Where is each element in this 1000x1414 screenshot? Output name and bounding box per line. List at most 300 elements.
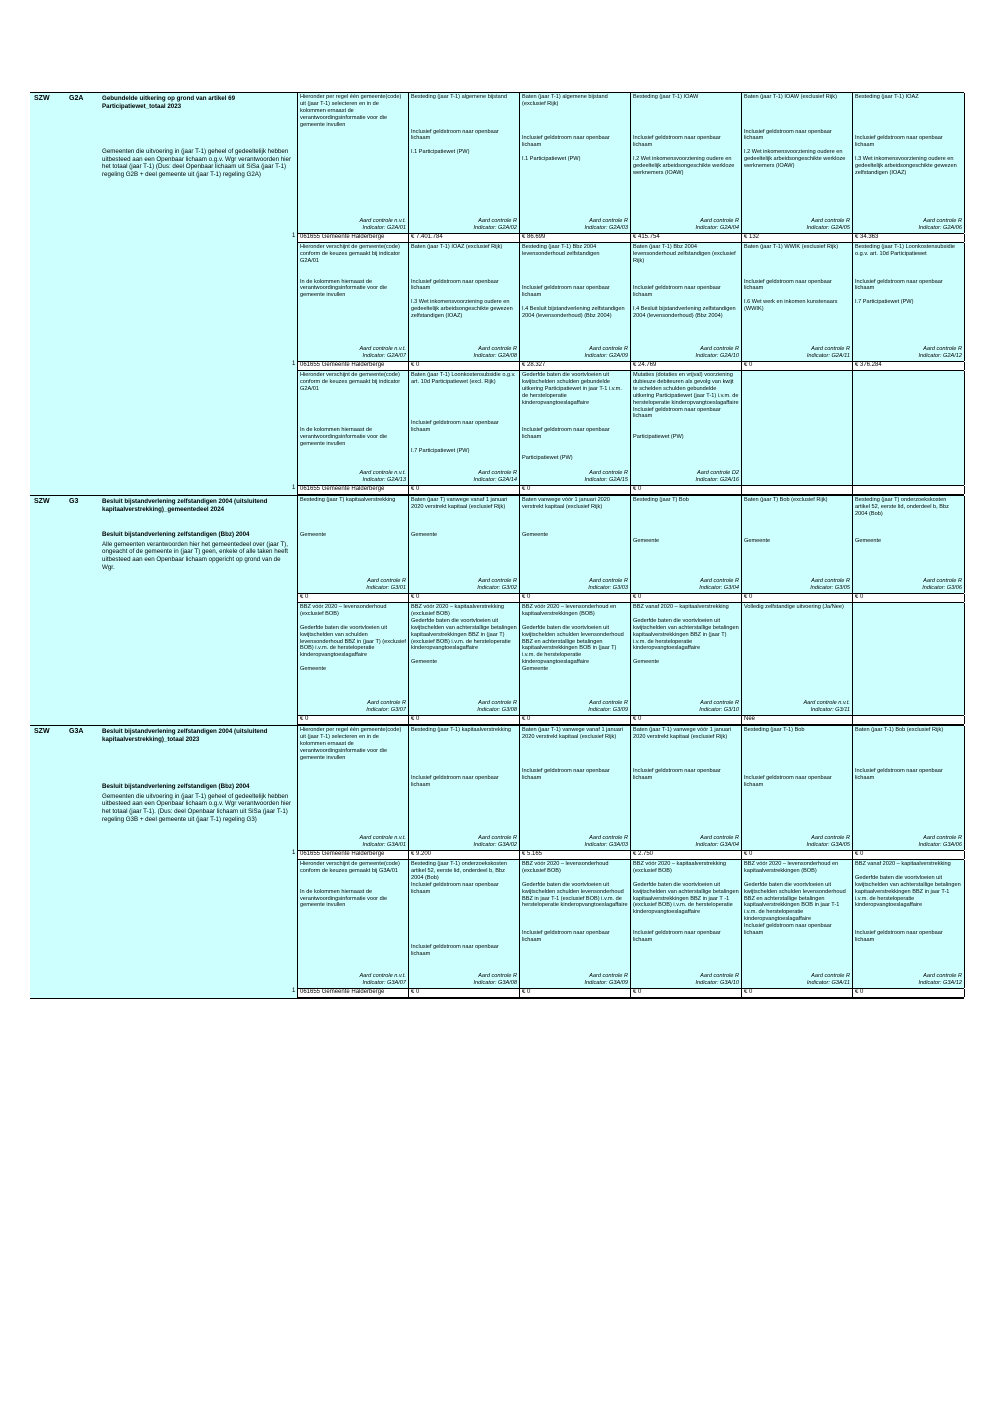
indicator-text (300, 272, 406, 279)
aard-controle: Aard controle R (923, 973, 962, 980)
indicator-text (633, 279, 739, 286)
value-cell[interactable]: 061655 Gemeente Halderberge (298, 362, 409, 370)
indicator-text (411, 748, 517, 755)
value-cell[interactable] (853, 716, 965, 724)
indicator-text (633, 518, 739, 525)
indicator-text (411, 930, 517, 937)
regeling-note: Alle gemeenten verantwoorden hier het gemeentedeel over (jaar T), ongeacht of de gemeente in (jaar T) geen, enkele of alle taken heeft uitbesteed aan een Openbaar lichaam opgericht op grond van de Wgr. (102, 540, 288, 571)
aard-controle: Aard controle R (811, 346, 850, 353)
indicator-text (411, 142, 517, 149)
indicator-text (855, 115, 962, 122)
indicator-code: Indicator: G3/01 (366, 585, 406, 592)
value-cell[interactable] (742, 486, 853, 494)
indicator-cell (409, 93, 520, 233)
indicator-cell (853, 371, 965, 485)
indicator-cell (298, 860, 409, 988)
indicator-text (633, 427, 739, 434)
indicator-text (522, 441, 628, 448)
indicator-text: BBZ vóór 2020 – levensonderhoud (exclusief BOB) (522, 861, 609, 874)
indicator-text (855, 258, 962, 265)
indicator-text (522, 108, 628, 115)
indicator-code: Indicator: G3/04 (699, 585, 739, 592)
indicator-text (411, 518, 517, 525)
indicator-text: BBZ vóór 2020 – kapitaalverstrekking (exclusief BOB) (633, 861, 726, 874)
indicator-cell (742, 860, 853, 988)
indicator-code: Indicator: G2A/05 (806, 225, 850, 232)
value-cell[interactable]: € 0 (409, 716, 520, 724)
indicator-cell (631, 243, 742, 361)
indicator-text: Gederfde baten die voortvloeien uit kwijtschelden schulden levensonderhoud BBZ en achterstallige betalingen kapitaalverstrekkingen BOB in jaar T-1 i.v.m. de herstel​operatie kinderopvangtoeslagaffaire (744, 881, 846, 923)
indicator-text (522, 875, 628, 882)
value-cell[interactable]: € 0 (631, 716, 742, 724)
indicator-cell (742, 243, 853, 361)
spacer (102, 743, 293, 779)
indicator-text (411, 108, 517, 115)
indicator-text (855, 525, 962, 532)
indicator-text (744, 741, 850, 748)
indicator-text: Inclusief geldstroom naar openbaar lichaam (522, 427, 610, 441)
indicator-text (411, 434, 517, 441)
value-cell[interactable]: € 0 (742, 989, 853, 997)
indicator-text (855, 755, 962, 762)
indicator-text (744, 272, 850, 279)
indicator-text: Inclusief geldstroom naar openbaar lichaam (522, 135, 610, 149)
value-cell[interactable]: € 34.363 (853, 234, 965, 242)
indicator-text: Baten (jaar T-1) vanwege vóór 1 januari 2020 verstrekt kapitaal (exclusief Rijk) (633, 727, 732, 740)
indicator-text: I.1 Participatiewet (PW) (411, 149, 470, 156)
aard-controle: Aard controle R (367, 578, 406, 585)
indicator-text (411, 902, 517, 909)
value-cell[interactable]: € 9.200 (409, 851, 520, 859)
regeling-block-g2a (30, 92, 964, 496)
indicator-text (855, 108, 962, 115)
indicator-text (744, 755, 850, 762)
value-cell[interactable]: Nee (742, 716, 853, 724)
indicator-text: Hieronder verschijnt de gemeente(code) conform de keuzes gemaakt bij G3A/01 (300, 861, 400, 874)
indicator-text (633, 299, 739, 306)
indicator-cell (520, 93, 631, 233)
indicator-text: Inclusief geldstroom naar openbaar lichaam (855, 768, 943, 782)
aard-controle: Aard controle R (589, 700, 628, 707)
indicator-text (522, 413, 628, 420)
indicator-text: BBZ vóór 2020 – levensonderhoud en kapitaalverstrekkingen (BOB) (744, 861, 839, 874)
aard-controle: Aard controle R (923, 578, 962, 585)
indicator-cell (631, 371, 742, 485)
value-cell[interactable]: € 28.327 (520, 362, 631, 370)
indicator-cell (853, 860, 965, 988)
indicator-code: Indicator: G3/03 (588, 585, 628, 592)
indicator-text: Gederfde baten die voortvloeien uit kwijtschelden van schulden levensonderhoud BBZ in (jaar T) (exclusief BOB) i.v.m. de herstel​operatie kinderopvangtoeslagaffaire (300, 624, 406, 659)
indicator-text (855, 762, 962, 769)
row-number: 1 (292, 988, 296, 994)
indicator-text: Inclusief geldstroom naar openbaar lichaam (633, 285, 721, 299)
aard-controle: Aard controle R (589, 218, 628, 225)
regeling-block-g3a (30, 726, 964, 999)
indicator-text (633, 741, 739, 748)
sisa-sheet (30, 92, 964, 999)
indicator-text (855, 272, 962, 279)
indicator-text: Inclusief geldstroom naar openbaar lichaam (855, 278, 943, 292)
indicator-code: Indicator: G3/08 (477, 707, 517, 714)
indicator-text (633, 122, 739, 129)
indicator-text (411, 413, 517, 420)
indicator-text (855, 122, 962, 129)
indicator-header-row (297, 603, 964, 715)
indicator-cell (520, 243, 631, 361)
indicator-text: Gederfde baten die voortvloeien uit kwijtschelden schulden gebundelde uitkering Participatiewet in jaar T-1 i.v.m. de herstel​operatie kinderopvangtoeslagaffaire (522, 372, 622, 406)
indicator-cell (409, 243, 520, 361)
indicator-cell (631, 860, 742, 988)
indicator-text (855, 149, 962, 156)
value-cell[interactable]: € 0 (409, 486, 520, 494)
indicator-text: Baten (jaar T-1) WWIK (exclusief Rijk) (744, 244, 839, 250)
indicator-text (744, 142, 850, 149)
indicator-cell (298, 603, 409, 715)
indicator-text: Besteding (jaar T-1) kapitaalverstrekking (411, 727, 512, 733)
value-cell[interactable]: € 132 (742, 234, 853, 242)
indicator-text: Baten (jaar T) vanwege vanaf 1 januari 2020 verstrekt kapitaal (exclusief Rijk) (411, 497, 508, 510)
indicator-text: Gederfde baten die voortvloeien uit kwijtschelden van achterstallige betalingen kapitaalverstrekkingen BBZ in (jaar T) (exclusief BOB) i.v.m. de herstel​operatie kinderopvangtoeslagaffaire (411, 617, 517, 652)
indicator-text (411, 115, 517, 122)
indicator-text: Inclusief geldstroom naar openbaar lichaam (522, 768, 610, 782)
indicator-text (411, 755, 517, 762)
aard-controle: Aard controle R (700, 218, 739, 225)
indicator-text (744, 122, 850, 129)
indicator-text: Baten (jaar T-1) Loonkostensubsidie o.g.v. art. 10d Participatiewet (excl. Rijk) (411, 372, 516, 385)
indicator-text (744, 292, 850, 299)
value-cell[interactable]: 061655 Gemeente Halderberge (298, 851, 409, 859)
indicator-text: Besteding (jaar T) Bob (633, 497, 689, 503)
indicator-text: Besteding (jaar T-1) onderzoekskosten artikel 52, eerste lid, onderdeel b, Bbz 2004 (Bob) (411, 861, 507, 881)
indicator-text (411, 441, 517, 448)
aard-controle: Aard controle R (700, 578, 739, 585)
indicator-text (522, 149, 628, 156)
value-cell[interactable]: € 0 (853, 594, 965, 602)
indicator-text (633, 762, 739, 769)
indicator-text (300, 420, 406, 427)
aard-controle: Aard controle R (700, 700, 739, 707)
indicator-text: Hieronder per regel één gemeente(code) uit (jaar T-1) selecteren en in de kolommen ernaast de verantwoordingsinformatie voor die gemeente invullen (300, 94, 402, 128)
indicator-text (522, 511, 628, 518)
indicator-text (855, 129, 962, 136)
indicator-text (411, 122, 517, 129)
indicator-code: Indicator: G2A/06 (918, 225, 962, 232)
ministry-code: SZW (34, 728, 50, 735)
value-cell[interactable]: € 0 (631, 594, 742, 602)
indicator-text (411, 407, 517, 414)
indicator-text (855, 265, 962, 272)
aard-controle: Aard controle R (478, 470, 517, 477)
aard-controle: Aard controle R (478, 835, 517, 842)
regeling-note: Gemeenten die uitvoering in (jaar T-1) geheel of gedeeltelijk hebben uitbesteed aan een Openbaar lichaam o.g.v. Wgr verantwoorden hier het totaal (jaar T-1). (Dus: deel Openbaar lichaam uit SiSa (jaar T-1) regeling G3B + deel gemeente uit (jaar T-1) regeling G3) (102, 792, 292, 823)
indicator-text (300, 525, 406, 532)
value-cell[interactable]: € 0 (853, 851, 965, 859)
indicator-text: Besteding (jaar T-1) Bob (744, 727, 805, 733)
indicator-text: In de kolommen hiernaast de verantwoordingsinformatie voor die gemeente invullen (300, 888, 388, 909)
indicator-text (744, 734, 850, 741)
indicator-rows (297, 496, 964, 725)
indicator-text: Gederfde baten die voortvloeien uit kwijtschelden van achterstallige betalingen kapitaalverstrekkingen BBZ in jaar T-1 i.v.m. de herstel​operatie kinderopvangtoeslagaffaire (855, 874, 961, 909)
indicator-text (633, 265, 739, 272)
aard-controle: Aard controle R (589, 470, 628, 477)
value-cell[interactable]: € 0 (409, 989, 520, 997)
indicator-cell (409, 496, 520, 593)
indicator-text: Inclusief geldstroom naar openbaar lichaam (411, 128, 499, 142)
indicator-code: Indicator: G3A/08 (473, 980, 517, 987)
indicator-text (411, 923, 517, 930)
indicator-code: Indicator: G2A/07 (362, 353, 406, 360)
indicator-cell (853, 93, 965, 233)
value-cell[interactable]: € 0 (520, 989, 631, 997)
indicator-text: Baten (jaar T) Bob (exclusief Rijk) (744, 497, 828, 503)
indicator-text (633, 923, 739, 930)
indicator-cell (409, 371, 520, 485)
indicator-text (300, 875, 406, 882)
aard-controle: Aard controle n.v.t. (359, 218, 406, 225)
row-number: 1 (292, 233, 296, 239)
indicator-text (633, 525, 739, 532)
aard-controle: Aard controle R (811, 973, 850, 980)
block-row (30, 93, 964, 495)
indicator-text: Hieronder verschijnt de gemeente(code) conform de keuzes gemaakt bij indicator G2A/01 (300, 372, 401, 392)
value-cell[interactable]: € 0 (631, 989, 742, 997)
indicator-text: Gemeente (411, 659, 438, 666)
regeling-code: G3 (69, 498, 79, 505)
value-cell[interactable]: € 0 (853, 989, 965, 997)
indicator-text (522, 279, 628, 286)
indicator-text: Besteding (jaar T-1) algemene bijstand (411, 94, 507, 100)
indicator-text: Inclusief geldstroom naar openbaar lichaam (633, 135, 721, 149)
aard-controle: Aard controle R (589, 973, 628, 980)
indicator-text (411, 734, 517, 741)
indicator-text (522, 755, 628, 762)
value-row-wrap (292, 485, 964, 495)
indicator-cell (409, 603, 520, 715)
indicator-text: Baten (jaar T-1) IOAW (exclusief Rijk) (744, 94, 837, 100)
indicator-text (633, 652, 739, 659)
indicator-text (633, 420, 739, 427)
indicator-text (300, 659, 406, 666)
indicator-text (633, 108, 739, 115)
indicator-rows (292, 93, 964, 495)
regeling-description (100, 726, 297, 998)
indicator-text: Volledig zelfstandige uitvoering (Ja/Nee) (744, 604, 844, 610)
indicator-text (522, 122, 628, 129)
indicator-text (300, 413, 406, 420)
indicator-text: Gemeente (633, 659, 660, 666)
indicator-code: Indicator: G3A/12 (918, 980, 962, 987)
indicator-cell (742, 93, 853, 233)
indicator-text (633, 511, 739, 518)
row-number: 1 (292, 361, 296, 367)
indicator-text (633, 755, 739, 762)
indicator-text: BBZ vóór 2020 – kapitaalverstrekking (exclusief BOB) (411, 604, 504, 617)
indicator-text: I.1 Participatiewet (PW) (522, 156, 581, 163)
indicator-code: Indicator: G3/11 (810, 707, 850, 714)
indicator-rows (292, 726, 964, 998)
aard-controle: Aard controle R (589, 835, 628, 842)
value-cell[interactable]: 061655 Gemeente Halderberge (298, 989, 409, 997)
indicator-text (522, 741, 628, 748)
indicator-code: Indicator: G2A/04 (695, 225, 739, 232)
indicator-text (855, 532, 962, 539)
indicator-cell (631, 603, 742, 715)
value-row (297, 485, 964, 495)
indicator-cell (409, 726, 520, 850)
indicator-text: Gemeente (300, 666, 327, 673)
value-cell[interactable]: € 376.284 (853, 362, 965, 370)
indicator-text: BBZ vanaf 2020 – kapitaalverstrekking (855, 861, 951, 867)
indicator-text (633, 129, 739, 136)
aard-controle: Aard controle n.v.t. (359, 346, 406, 353)
indicator-text (411, 916, 517, 923)
indicator-text (522, 762, 628, 769)
indicator-text (522, 916, 628, 923)
indicator-text: In de kolommen hiernaast de verantwoordingsinformatie voor die gemeente invullen (300, 278, 388, 299)
indicator-text (300, 265, 406, 272)
value-cell[interactable]: € 0 (298, 594, 409, 602)
indicator-text (522, 272, 628, 279)
indicator-text (411, 652, 517, 659)
indicator-cell (853, 243, 965, 361)
indicator-text (633, 916, 739, 923)
indicator-text: Participatiewet (PW) (522, 454, 573, 461)
aard-controle: Aard controle R (700, 835, 739, 842)
value-row-wrap (292, 233, 964, 243)
indicator-text (855, 741, 962, 748)
value-cell[interactable]: 061655 Gemeente Halderberge (298, 486, 409, 494)
value-cell[interactable]: € 0 (520, 716, 631, 724)
indicator-text (633, 149, 739, 156)
indicator-text (744, 115, 850, 122)
indicator-text (855, 916, 962, 923)
indicator-text: BBZ vóór 2020 – levensonderhoud (exclusief BOB) (300, 604, 387, 617)
indicator-text: I.3 Wet inkomensvoorziening oudere en gedeeltelijk arbeidsongeschikte gewezen zelfstandigen (IOAZ) (411, 299, 513, 320)
indicator-text (522, 448, 628, 455)
indicator-text (300, 393, 406, 400)
indicator-text (411, 762, 517, 769)
value-cell[interactable]: € 0 (298, 716, 409, 724)
value-row-wrap (292, 988, 964, 998)
block-row (30, 726, 964, 998)
indicator-cell (520, 603, 631, 715)
indicator-text: Inclusief geldstroom naar openbaar lichaam (744, 775, 832, 789)
indicator-cell (742, 726, 853, 850)
indicator-text (744, 875, 850, 882)
indicator-code: Indicator: G3/06 (922, 585, 962, 592)
indicator-text (411, 400, 517, 407)
indicator-text: Inclusief geldstroom naar openbaar lichaam (633, 768, 721, 782)
indicator-code: Indicator: G2A/11 (806, 353, 850, 360)
indicator-text (522, 115, 628, 122)
indicator-text (411, 511, 517, 518)
indicator-text: Inclusief geldstroom naar openbaar lichaam (522, 285, 610, 299)
aard-controle: Aard controle R (923, 835, 962, 842)
aard-controle: Aard controle R (700, 346, 739, 353)
value-row-wrap (297, 715, 964, 725)
value-cell[interactable]: € 0 (742, 594, 853, 602)
indicator-cell (520, 496, 631, 593)
indicator-text: Baten vanwege vóór 1 januari 2020 verstrekt kapitaal (exclusief Rijk) (522, 497, 611, 510)
value-cell[interactable]: € 24.769 (631, 362, 742, 370)
indicator-code: Indicator: G3A/07 (362, 980, 406, 987)
value-cell[interactable]: € 0 (742, 362, 853, 370)
indicator-header-row (297, 371, 964, 485)
row-number: 1 (292, 850, 296, 856)
regeling-title: Gebundelde uitkering op grond van artikel 69 Participatiewet_totaal 2023 (102, 95, 236, 110)
value-cell[interactable]: 061655 Gemeente Halderberge (298, 234, 409, 242)
aard-controle: Aard controle R (700, 973, 739, 980)
value-cell[interactable]: € 0 (520, 486, 631, 494)
value-cell[interactable]: € 0 (631, 486, 742, 494)
indicator-code: Indicator: G3A/02 (473, 842, 517, 849)
indicator-text (744, 768, 850, 775)
indicator-text (744, 532, 850, 539)
indicator-text: Inclusief geldstroom naar openbaar lichaam (411, 881, 499, 895)
indicator-text: Besteding (jaar T) onderzoekskosten artikel 52, eerste lid, onderdeel b, Bbz 2004 (Bob) (855, 497, 949, 517)
value-cell[interactable]: € 0 (742, 851, 853, 859)
indicator-text (411, 272, 517, 279)
indicator-code: Indicator: G2A/09 (584, 353, 628, 360)
indicator-cell (409, 860, 520, 988)
indicator-text (522, 265, 628, 272)
indicator-cell (298, 726, 409, 850)
indicator-code: Indicator: G3/09 (588, 707, 628, 714)
aard-controle: Aard controle R (811, 835, 850, 842)
indicator-text (411, 265, 517, 272)
value-cell[interactable]: € 5.165 (520, 851, 631, 859)
indicator-cell (298, 93, 409, 233)
indicator-cell (853, 726, 965, 850)
value-row (297, 988, 964, 998)
aard-controle: Aard controle R (589, 578, 628, 585)
indicator-text: I.7 Participatiewet (PW) (855, 299, 914, 306)
value-cell[interactable]: € 0 (409, 362, 520, 370)
value-cell[interactable]: € 0 (520, 594, 631, 602)
regeling-code: G2A (69, 95, 84, 102)
indicator-text (522, 923, 628, 930)
indicator-text: I.4 Besluit bijstandverlening zelfstandigen 2004 (levensonderhoud) (Bbz 2004) (522, 306, 625, 320)
indicator-text (411, 258, 517, 265)
value-cell[interactable]: € 7.401.784 (409, 234, 520, 242)
indicator-text (744, 504, 850, 511)
indicator-cell (298, 243, 409, 361)
indicator-text (522, 748, 628, 755)
value-cell[interactable]: € 86.699 (520, 234, 631, 242)
indicator-text: In de kolommen hiernaast de verantwoordingsinformatie voor die gemeente invullen (300, 427, 388, 448)
aard-controle: Aard controle n.v.t. (359, 973, 406, 980)
value-cell[interactable] (853, 486, 965, 494)
indicator-code: Indicator: G3A/04 (695, 842, 739, 849)
indicator-text (411, 101, 517, 108)
indicator-code: Indicator: G3/05 (810, 585, 850, 592)
indicator-cell (742, 371, 853, 485)
indicator-text: Gederfde baten die voortvloeien uit kwijtschelden van achterstallige betalingen kapitaalverstrekkingen BBZ in (jaar T) i.v.m. de herstel​operatie kinderopvangtoeslagaffaire (633, 617, 739, 652)
indicator-text: Baten (jaar T-1) IOAZ (exclusief Rijk) (411, 244, 503, 250)
aard-controle: Aard controle R (811, 578, 850, 585)
value-cell[interactable]: € 2.750 (631, 851, 742, 859)
indicator-code: Indicator: G2A/14 (473, 477, 517, 484)
indicator-cell (853, 603, 965, 715)
aard-controle: Aard controle R (811, 218, 850, 225)
indicator-text: Besteding (jaar T-1) Loonkostensubsidie o.g.v. art. 10d Participatiewet (855, 244, 956, 257)
regeling-note: Gemeenten die uitvoering in (jaar T-1) geheel of gedeeltelijk hebben uitbesteed aan een Openbaar lichaam o.g.v. Wgr verantwoorden hier het totaal (jaar T-1) (Dus: deel Openbaar lichaam uit SiSa (jaar T-1) regeling G2B + deel gemeente uit (jaar T-1) regeling G2A) (102, 148, 292, 178)
value-cell[interactable]: € 0 (409, 594, 520, 602)
aard-controle: Aard controle R (478, 218, 517, 225)
value-cell[interactable]: € 415.754 (631, 234, 742, 242)
aard-controle: Aard controle n.v.t. (803, 700, 850, 707)
indicator-text (744, 108, 850, 115)
